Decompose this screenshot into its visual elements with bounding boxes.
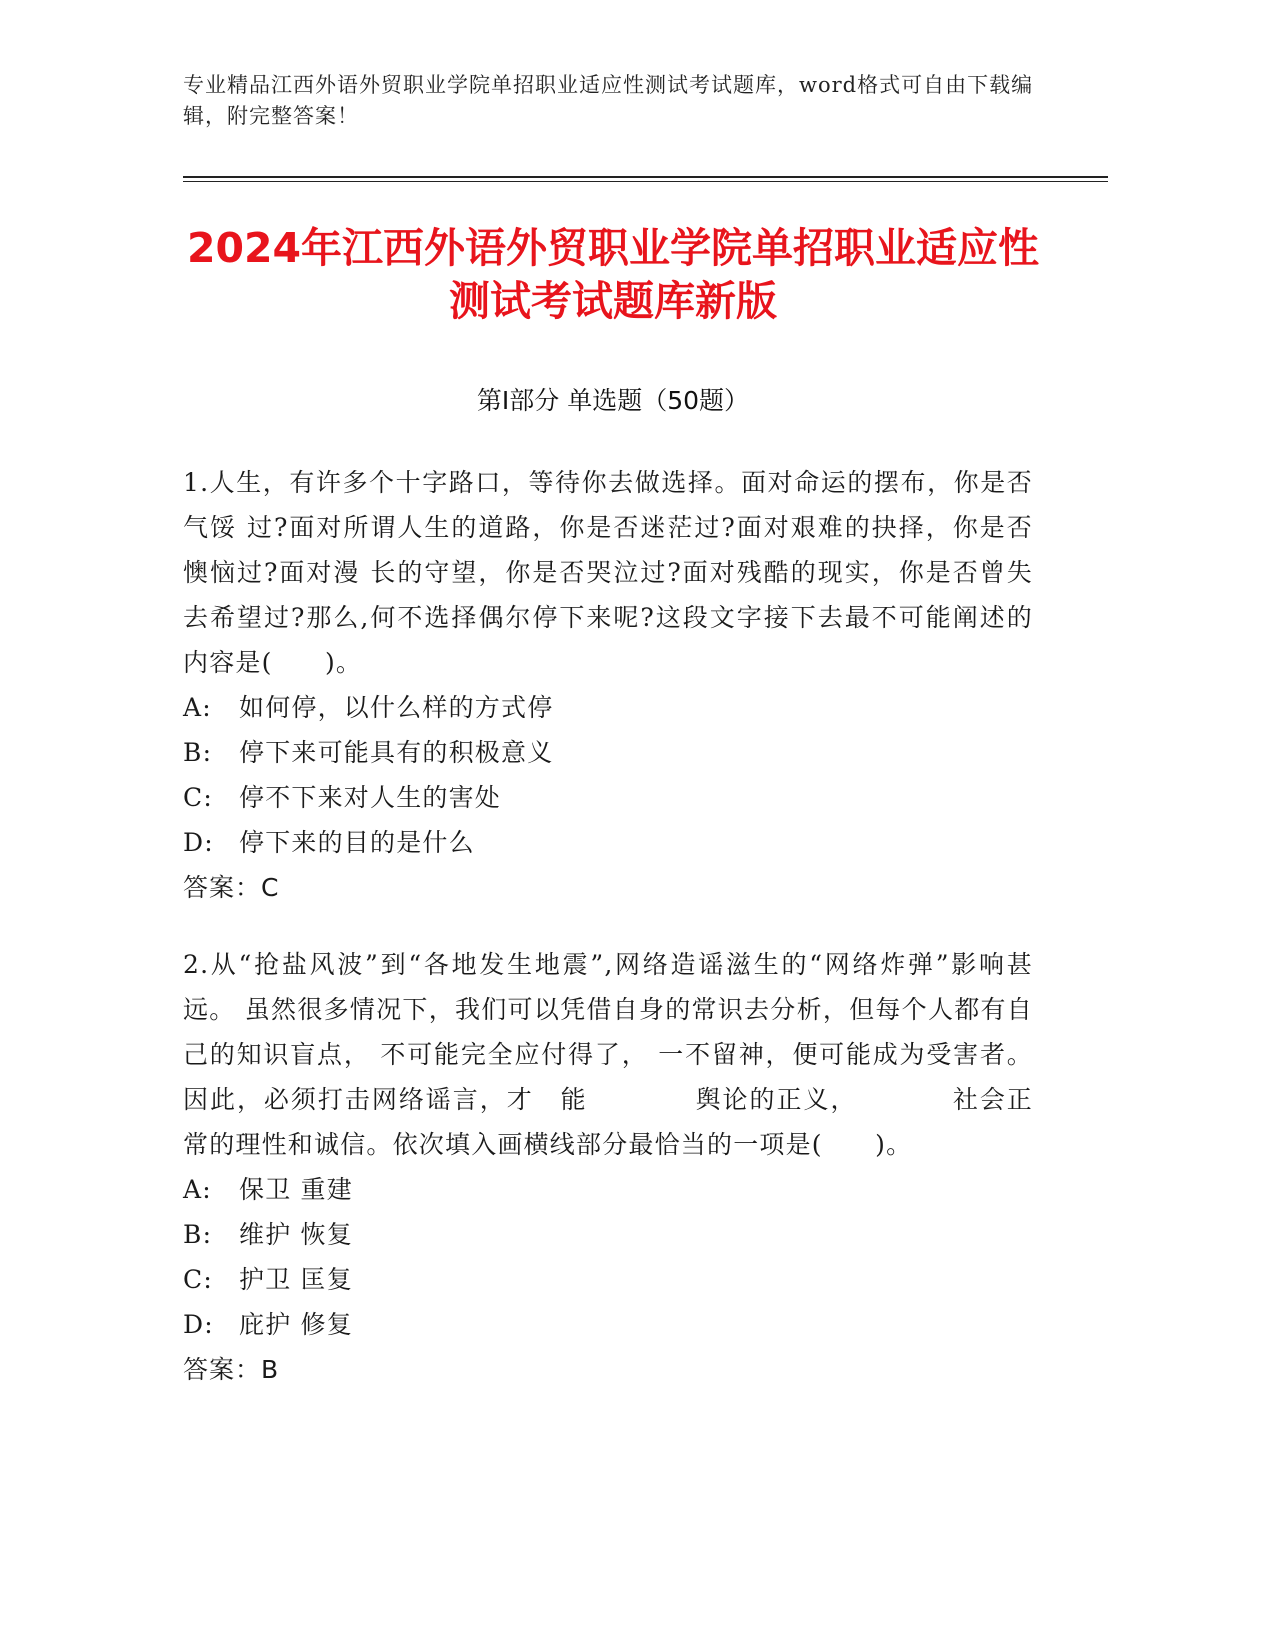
option-letter: B:	[183, 738, 213, 767]
option-text: 停下来可能具有的积极意义	[239, 738, 554, 767]
option-b	[183, 730, 1033, 775]
option-letter: C:	[183, 783, 213, 812]
question-stem: 2.从“抢盐风波”到“各地发生地震”,网络造谣滋生的“网络炸弹”影响甚远。 虽然很多情况下，我们可以凭借自身的常识去分析，但每个人都有自己的知识盲点， 不可能完全应付得了， 一不留神，便可能成为受害者。因此，必须打击网络谣言，才 能 舆论的正义， 社会正常的理性和诚信。依次填入画横线部分最恰当的一项是( )。	[183, 950, 1033, 1159]
option-text: 如何停，以什么样的方式停	[239, 693, 554, 722]
option-letter: D:	[183, 828, 214, 857]
section-heading: 第Ⅰ部分 单选题（50题）	[476, 386, 750, 415]
option-text: 保卫 重建	[239, 1175, 353, 1204]
answer-line: 答案：B	[183, 1355, 280, 1384]
option-c	[183, 1257, 1033, 1302]
option-letter: B:	[183, 1220, 213, 1249]
option-text: 护卫 匡复	[239, 1265, 353, 1294]
option-text: 停下来的目的是什么	[239, 828, 475, 857]
option-a	[183, 685, 1033, 730]
option-letter: C:	[183, 1265, 213, 1294]
option-d	[183, 1302, 1033, 1347]
option-a	[183, 1167, 1033, 1212]
answer-line: 答案：C	[183, 873, 280, 902]
option-letter: A:	[183, 693, 212, 722]
option-letter: D:	[183, 1310, 214, 1339]
question-stem: 1.人生，有许多个十字路口，等待你去做选择。面对命运的摆布，你是否气馁 过?面对所谓人生的道路，你是否迷茫过?面对艰难的抉择，你是否懊恼过?面对漫 长的守望，你是否哭泣过?面对残酷的现实，你是否曾失去希望过?那么,何不选择偶尔停下来呢?这段文字接下去最不可能阐述的内容是( )。	[183, 468, 1033, 677]
option-text: 停不下来对人生的害处	[239, 783, 502, 812]
question-2	[183, 942, 1033, 1392]
question-1	[183, 460, 1033, 910]
option-text: 庇护 修复	[239, 1310, 353, 1339]
header-rule-thin	[183, 181, 1108, 182]
option-letter: A:	[183, 1175, 212, 1204]
option-text: 维护 恢复	[239, 1220, 353, 1249]
header-rule-thick	[183, 176, 1108, 178]
document-title: 2024年江西外语外贸职业学院单招职业适应性测试考试题库新版	[186, 224, 1040, 325]
option-c	[183, 775, 1033, 820]
header-note: 专业精品江西外语外贸职业学院单招职业适应性测试考试题库，word格式可自由下载编辑，附完整答案！	[183, 73, 1034, 128]
option-b	[183, 1212, 1033, 1257]
option-d	[183, 820, 1033, 865]
